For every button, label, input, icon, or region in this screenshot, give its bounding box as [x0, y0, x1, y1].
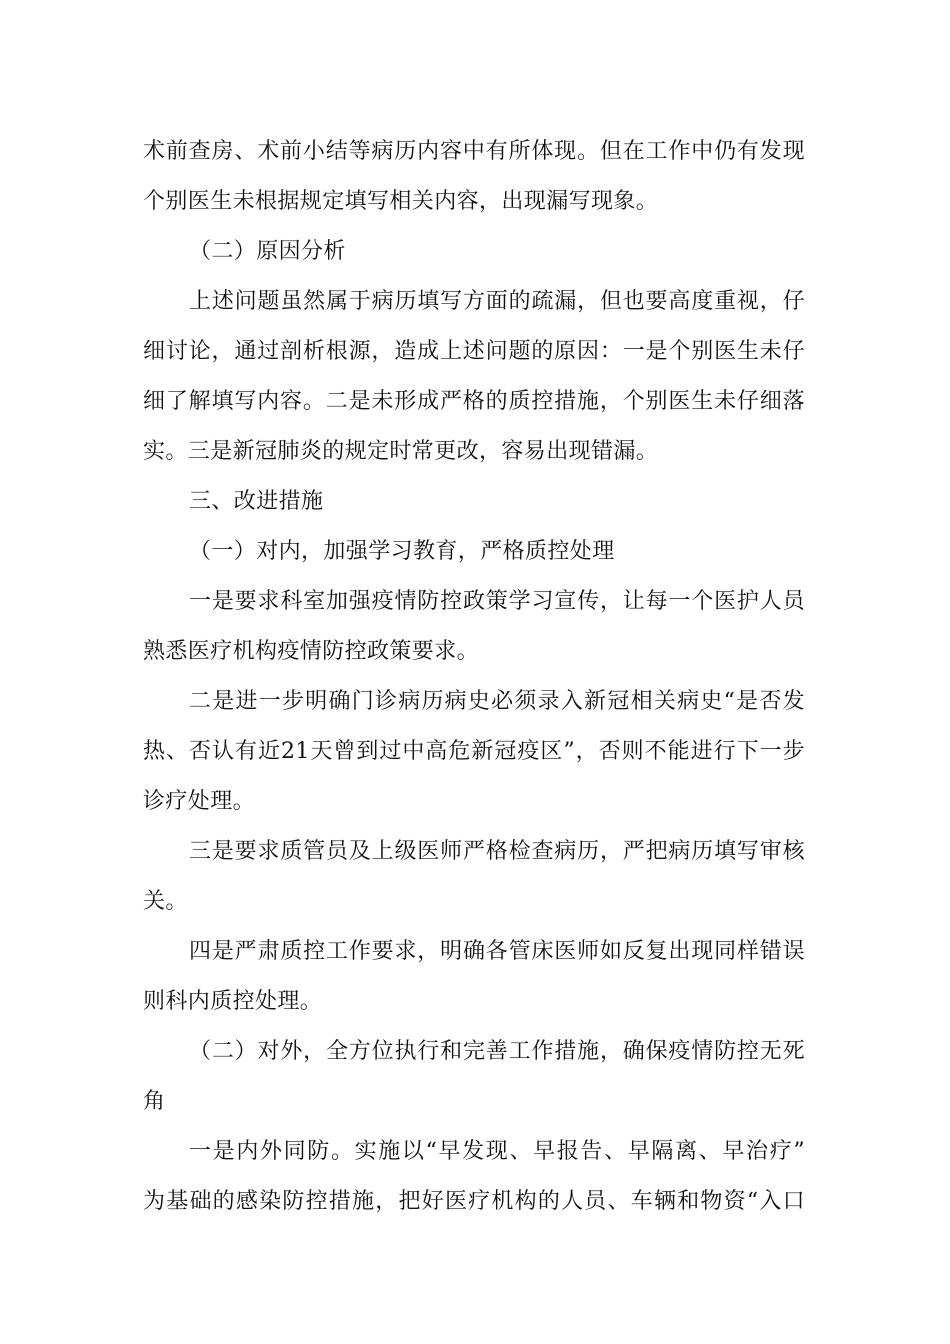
text-line: 实。三是新冠肺炎的规定时常更改，容易出现错漏。 — [143, 439, 659, 464]
text-line: 角 — [143, 1089, 166, 1114]
section-subheading: （二）原因分析 — [189, 239, 346, 264]
text-line: 关。 — [143, 889, 188, 914]
section-heading: 三、改进措施 — [189, 489, 324, 514]
text-line: 术前查房、术前小结等病历内容中有所体现。但在工作中仍有发现 — [143, 139, 805, 164]
text-line: 二是进一步明确门诊病历病史必须录入新冠相关病史“是否发 — [189, 689, 805, 714]
text-line: 一是内外同防。实施以“早发现、早报告、早隔离、早治疗” — [189, 1139, 805, 1164]
text-line: 四是严肃质控工作要求，明确各管床医师如反复出现同样错误 — [189, 939, 805, 964]
text-line: 则科内质控处理。 — [143, 989, 323, 1014]
text-line: 细了解填写内容。二是未形成严格的质控措施，个别医生未仔细落 — [143, 389, 805, 414]
section-subheading: （二）对外，全方位执行和完善工作措施，确保疫情防控无死 — [189, 1039, 805, 1064]
text-line: 热、否认有近21天曾到过中高危新冠疫区”，否则不能进行下一步 — [143, 739, 805, 764]
text-line: 一是要求科室加强疫情防控政策学习宣传，让每一个医护人员 — [189, 589, 805, 614]
text-line: 上述问题虽然属于病历填写方面的疏漏，但也要高度重视，仔 — [189, 289, 805, 314]
text-line: 熟悉医疗机构疫情防控政策要求。 — [143, 639, 480, 664]
text-line: 个别医生未根据规定填写相关内容，出现漏写现象。 — [143, 189, 659, 214]
text-line: 诊疗处理。 — [143, 789, 256, 814]
section-subheading: （一）对内，加强学习教育，严格质控处理 — [189, 539, 615, 564]
text-line: 细讨论，通过剖析根源，造成上述问题的原因：一是个别医生未仔 — [143, 339, 805, 364]
text-line: 为基础的感染防控措施，把好医疗机构的人员、车辆和物资“入口 — [143, 1189, 805, 1214]
text-line: 三是要求质管员及上级医师严格检查病历，严把病历填写审核 — [189, 839, 805, 864]
